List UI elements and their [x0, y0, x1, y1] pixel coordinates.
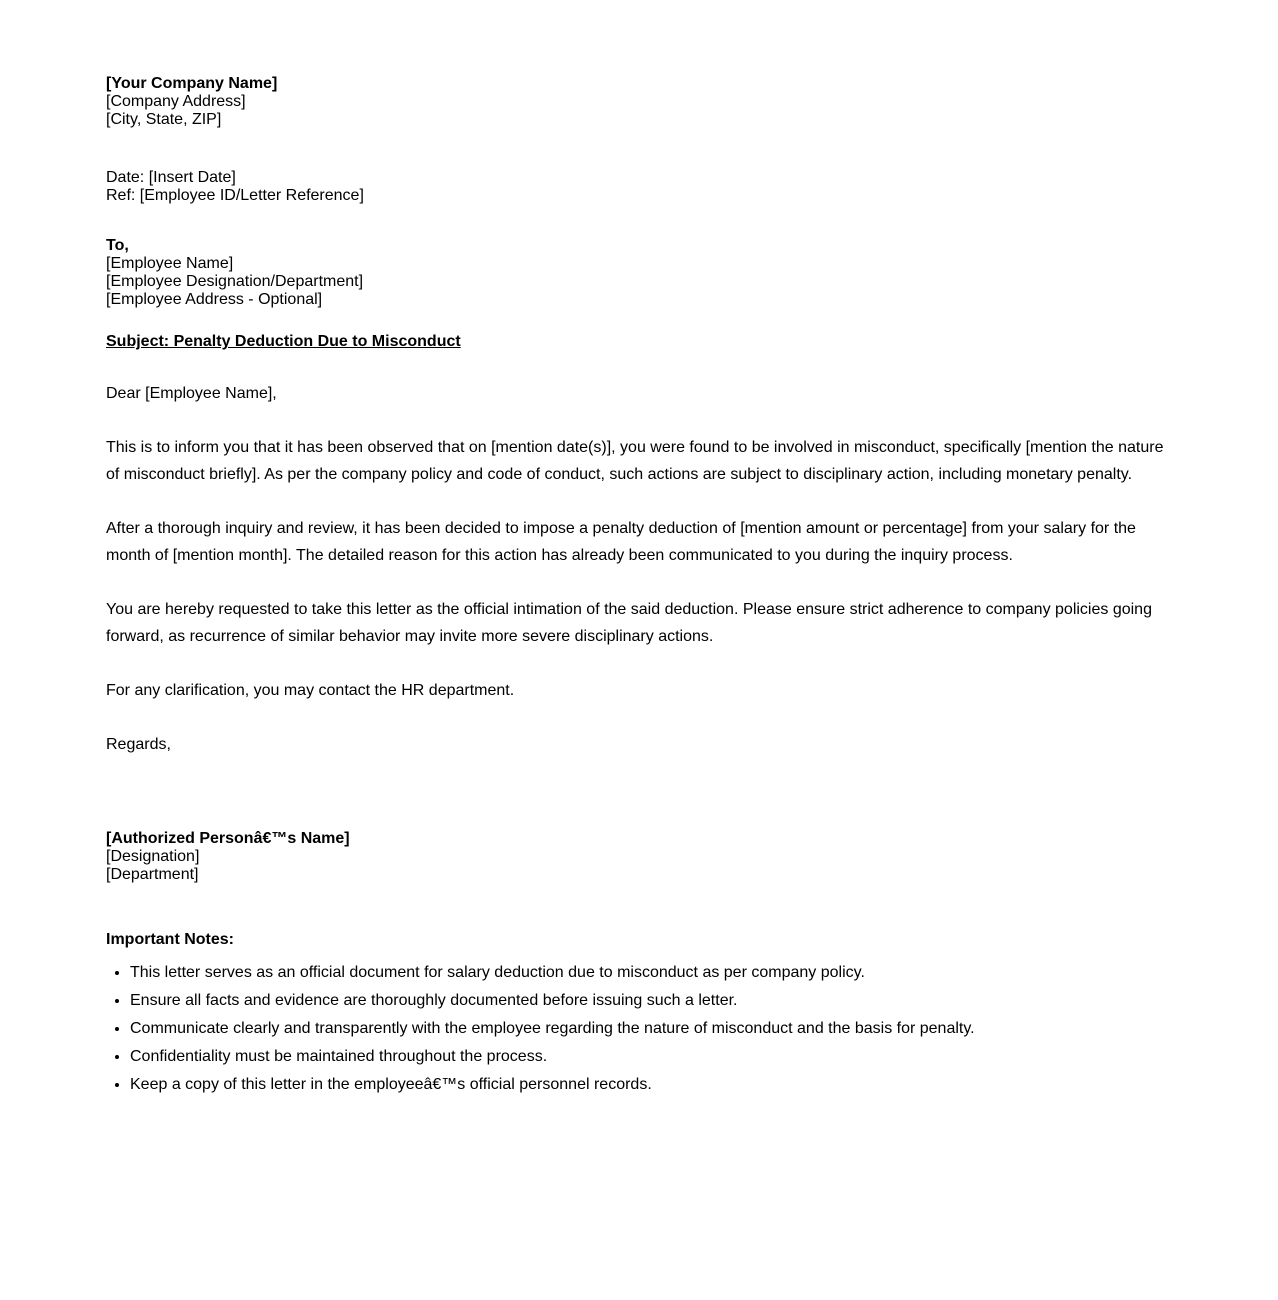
signatory-name: [Authorized Personâ€™s Name]: [106, 830, 350, 847]
notes-list-item: • Communicate clearly and transparently with the employee regarding the nature of misconduct and the basis for penalty.: [130, 1015, 1170, 1043]
notes-list-item: • Confidentiality must be maintained throughout the process.: [130, 1043, 1170, 1071]
company-name: [Your Company Name]: [106, 75, 278, 92]
company-address: [Company Address]: [106, 93, 246, 110]
letter-reference: Ref: [Employee ID/Letter Reference]: [106, 187, 364, 204]
recipient-designation: [Employee Designation/Department]: [106, 273, 364, 290]
letter-document: [106, 75, 1170, 1099]
paragraph-contact: For any clarification, you may contact the HR department.: [106, 682, 515, 699]
notes-title: Important Notes:: [106, 931, 234, 948]
paragraph-penalty: After a thorough inquiry and review, it has been decided to impose a penalty deduction of [mention amount or percentage] from your salary for the month of [mention month]. The detailed reason for this action has already been communicated to you during the inquiry process.: [106, 520, 1136, 564]
notes-list: [106, 959, 1170, 1099]
meta-block: [106, 169, 1170, 205]
paragraph-inform: This is to inform you that it has been observed that on [mention date(s)], you were found to be involved in misconduct, specifically [mention the nature of misconduct briefly]. As per the company policy and code of conduct, such actions are subject to disciplinary action, including monetary penalty.: [106, 439, 1164, 483]
recipient-to: To,: [106, 237, 129, 254]
signatory-designation: [Designation]: [106, 848, 200, 865]
paragraph-request: You are hereby requested to take this letter as the official intimation of the said deduction. Please ensure strict adherence to company policies going forward, as recurrence of similar behavior may invite more severe disciplinary actions.: [106, 601, 1152, 645]
recipient-address: [Employee Address - Optional]: [106, 291, 323, 308]
salutation: Dear [Employee Name],: [106, 385, 277, 402]
signature-block: [106, 830, 1170, 884]
recipient-block: [106, 237, 1170, 309]
signatory-department: [Department]: [106, 866, 199, 883]
notes-list-item: • Keep a copy of this letter in the employeeâ€™s official personnel records.: [130, 1071, 1170, 1099]
closing-regards: Regards,: [106, 736, 171, 753]
company-city: [City, State, ZIP]: [106, 111, 222, 128]
notes-list-item: • This letter serves as an official document for salary deduction due to misconduct as per company policy.: [130, 959, 1170, 987]
recipient-name: [Employee Name]: [106, 255, 234, 272]
notes-list-item: • Ensure all facts and evidence are thoroughly documented before issuing such a letter.: [130, 987, 1170, 1015]
letter-date: Date: [Insert Date]: [106, 169, 236, 186]
company-block: [106, 75, 1170, 129]
letter-subject: Subject: Penalty Deduction Due to Misconduct: [106, 333, 461, 350]
